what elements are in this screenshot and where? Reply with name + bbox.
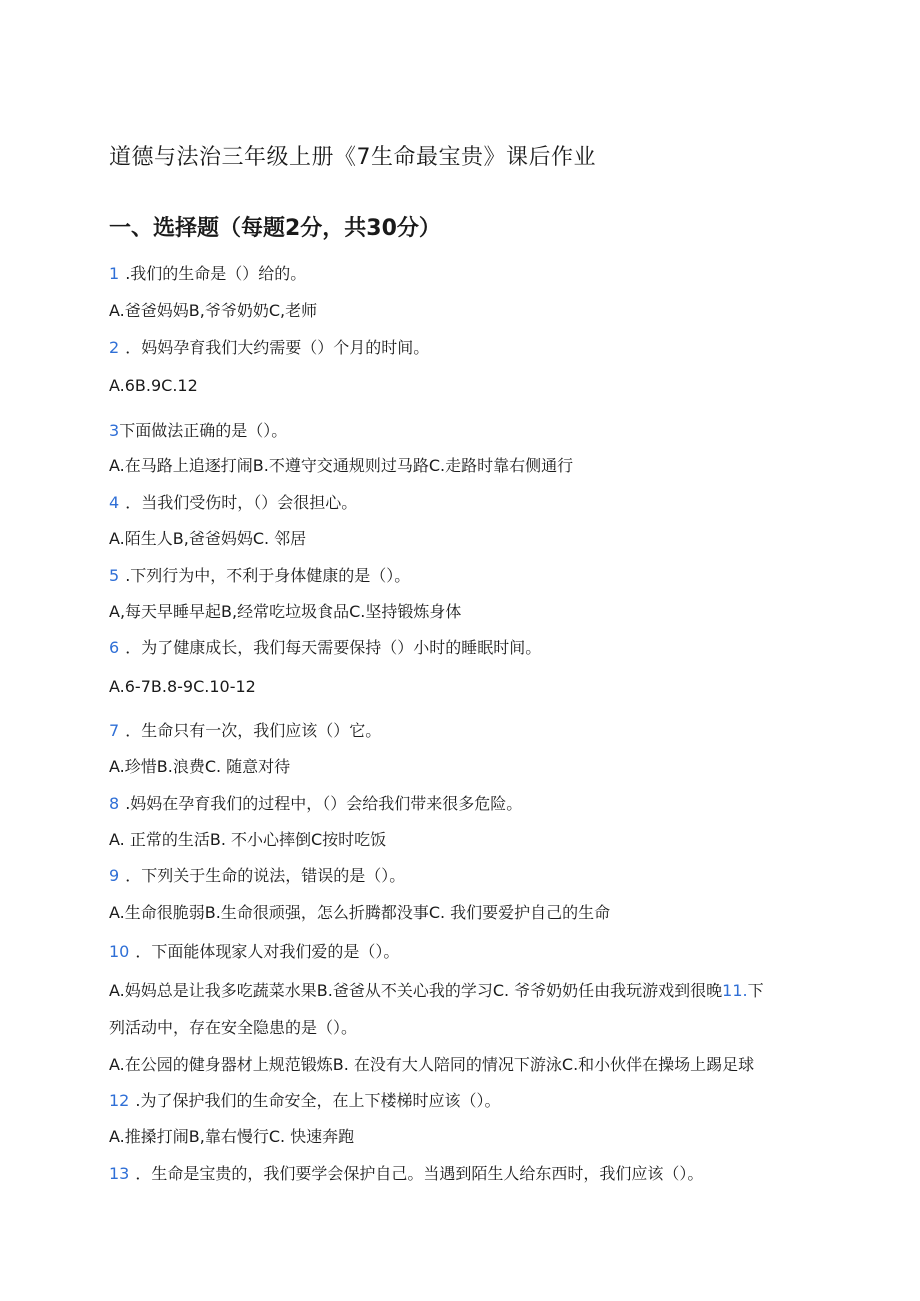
question-1	[109, 264, 306, 284]
question-stem: ．当我们受伤时，（）会很担心。	[125, 493, 358, 512]
question-10-options	[109, 981, 764, 1001]
question-number: 10	[109, 942, 130, 961]
question-13	[109, 1164, 703, 1184]
question-10	[109, 942, 399, 962]
section-heading: 一、选择题（每题2分，共30分）	[109, 216, 441, 241]
question-stem: ．为了健康成长，我们每天需要保持（）小时的睡眠时间。	[125, 638, 542, 657]
question-number: 12	[109, 1091, 130, 1110]
question-stem: ．下列关于生命的说法，错误的是（）。	[125, 866, 406, 885]
question-number: 3	[109, 421, 120, 440]
question-stem: ．下面能体现家人对我们爱的是（）。	[135, 942, 400, 961]
question-12	[109, 1091, 500, 1111]
question-stem: 下面做法正确的是（）。	[119, 421, 288, 440]
question-number: 8	[109, 794, 120, 813]
question-2-options: A.6B.9C.12	[109, 376, 198, 395]
question-number: 5	[109, 566, 120, 585]
question-number: 7	[109, 721, 120, 740]
question-number: 1	[109, 264, 120, 283]
question-9	[109, 866, 405, 886]
question-6-options: A.6-7B.8-9C.10-12	[109, 677, 256, 696]
question-4	[109, 493, 357, 513]
question-5	[109, 566, 410, 586]
question-stem: .下列行为中，不利于身体健康的是（）。	[125, 566, 411, 585]
question-number: 2	[109, 338, 120, 357]
question-stem: ．生命只有一次，我们应该（）它。	[125, 721, 382, 740]
question-7-options: A.珍惜B.浪费C. 随意对待	[109, 757, 291, 776]
options-text: A.妈妈总是让我多吃蔬菜水果B.爸爸从不关心我的学习C. 爷爷奶奶任由我玩游戏到很晚	[109, 981, 723, 1000]
question-stem: .为了保护我们的生命安全，在上下楼梯时应该（）。	[135, 1091, 501, 1110]
question-4-options: A.陌生人B,爸爸妈妈C. 邻居	[109, 529, 307, 548]
question-stem: ．妈妈孕育我们大约需要（）个月的时间。	[125, 338, 430, 357]
question-stem: ．生命是宝贵的，我们要学会保护自己。当遇到陌生人给东西时，我们应该（）。	[135, 1164, 704, 1183]
question-8	[109, 794, 522, 814]
question-number: 4	[109, 493, 120, 512]
question-12-options: A.推搡打闹B,靠右慢行C. 快速奔跑	[109, 1127, 355, 1146]
question-3	[109, 421, 287, 441]
options-text: 下	[747, 981, 764, 1000]
question-11: 列活动中，存在安全隐患的是（）。	[109, 1018, 358, 1037]
question-11-options: A.在公园的健身器材上规范锻炼B. 在没有大人陪同的情况下游泳C.和小伙伴在操场上踢足球	[109, 1055, 755, 1074]
question-3-options: A.在马路上追逐打闹B.不遵守交通规则过马路C.走路时靠右侧通行	[109, 456, 574, 475]
question-7	[109, 721, 381, 741]
question-number: 11.	[722, 981, 748, 1000]
question-2	[109, 338, 429, 358]
question-6	[109, 638, 541, 658]
question-1-options: A.爸爸妈妈B,爷爷奶奶C,老师	[109, 301, 318, 320]
question-number: 13	[109, 1164, 130, 1183]
document-title: 道德与法治三年级上册《7生命最宝贵》课后作业	[109, 145, 596, 170]
question-8-options: A. 正常的生活B. 不小心摔倒C按时吃饭	[109, 830, 387, 849]
question-9-options: A.生命很脆弱B.生命很顽强，怎么折腾都没事C. 我们要爱护自己的生命	[109, 903, 611, 922]
question-number: 9	[109, 866, 120, 885]
question-stem: .妈妈在孕育我们的过程中，（）会给我们带来很多危险。	[125, 794, 523, 813]
question-number: 6	[109, 638, 120, 657]
question-5-options: A,每天早睡早起B,经常吃垃圾食品C.坚持锻炼身体	[109, 602, 462, 621]
question-stem: .我们的生命是（）给的。	[125, 264, 307, 283]
